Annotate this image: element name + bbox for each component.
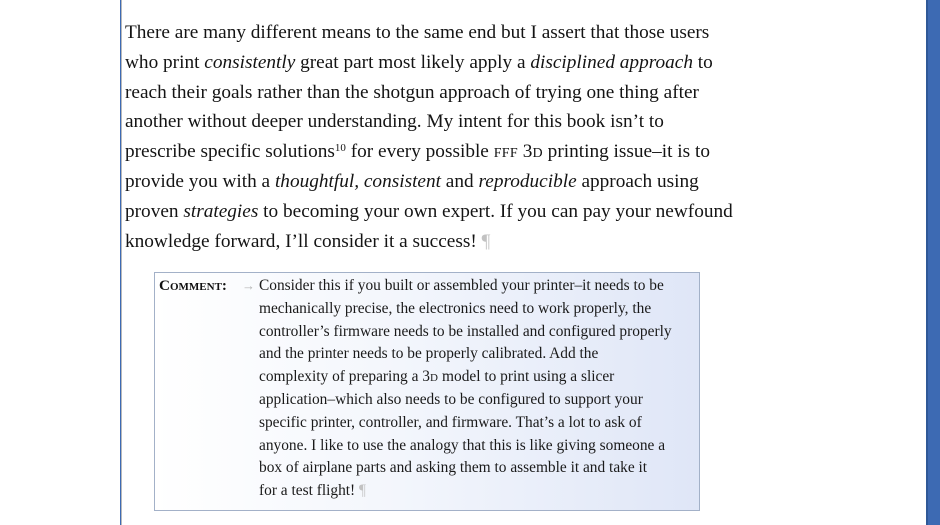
paragraph-line-5: prescribe specific solutions$^{10}$ for every possible fff 3d printing issue–it is to (125, 141, 710, 163)
emphasis-reproducible: reproducible (478, 170, 577, 192)
page-shadow-edge (926, 0, 928, 525)
paragraph-line-3: reach their goals rather than the shotgun approach of trying one thing after (125, 81, 699, 103)
comment-line-6: application–which also needs to be configured to support your (259, 390, 643, 408)
left-workspace-margin (0, 0, 120, 525)
comment-line-10: for a test flight! ¶ (259, 482, 367, 500)
pilcrow-icon: ¶ (481, 230, 491, 252)
paragraph-line-8: knowledge forward, I’ll consider it a success! ¶ (125, 230, 491, 252)
paragraph-line-6: provide you with a thoughtful, consistent and reproducible approach using (125, 170, 699, 192)
document-page[interactable] (121, 0, 927, 525)
emphasis-thoughtful-consistent: thoughtful, consistent (274, 170, 441, 192)
comment-line-1: Consider this if you built or assembled your printer–it needs to be (259, 277, 664, 294)
comment-line-2: mechanically precise, the electronics need to work properly, the (259, 299, 652, 317)
comment-line-4: and the printer needs to be properly calibrated. Add the (259, 345, 599, 363)
comment-line-9: box of airplane parts and asking them to assemble it and take it (259, 459, 648, 477)
emphasis-disciplined-approach: disciplined approach (530, 51, 693, 73)
comment-line-5: complexity of preparing a 3d model to print using a slicer (259, 368, 615, 386)
comment-box[interactable] (154, 272, 700, 511)
paragraph-line-1: There are many different means to the same end but I assert that those users (125, 22, 710, 43)
pilcrow-icon: ¶ (359, 482, 367, 500)
paragraph-line-7: proven strategies to becoming your own expert. If you can pay your newfound (125, 200, 733, 222)
comment-line-3: controller’s firmware needs to be installed and configured properly (259, 322, 672, 340)
comment-label: Comment: (159, 277, 227, 294)
body-paragraph[interactable] (125, 18, 733, 256)
paragraph-line-4: another without deeper understanding. My intent for this book isn’t to (125, 111, 664, 133)
paragraph-line-2: who print consistently great part most likely apply a disciplined approach to (125, 51, 713, 73)
emphasis-strategies: strategies (183, 200, 259, 222)
comment-body[interactable] (259, 275, 699, 503)
footnote-reference[interactable]: 10 (334, 142, 346, 155)
comment-line-7: specific printer, controller, and firmware. That’s a lot to ask of (259, 413, 642, 431)
emphasis-consistently: consistently (204, 51, 296, 73)
comment-line-8: anyone. I like to use the analogy that this is like giving someone a (259, 436, 666, 454)
tab-arrow-icon: → (242, 278, 255, 293)
